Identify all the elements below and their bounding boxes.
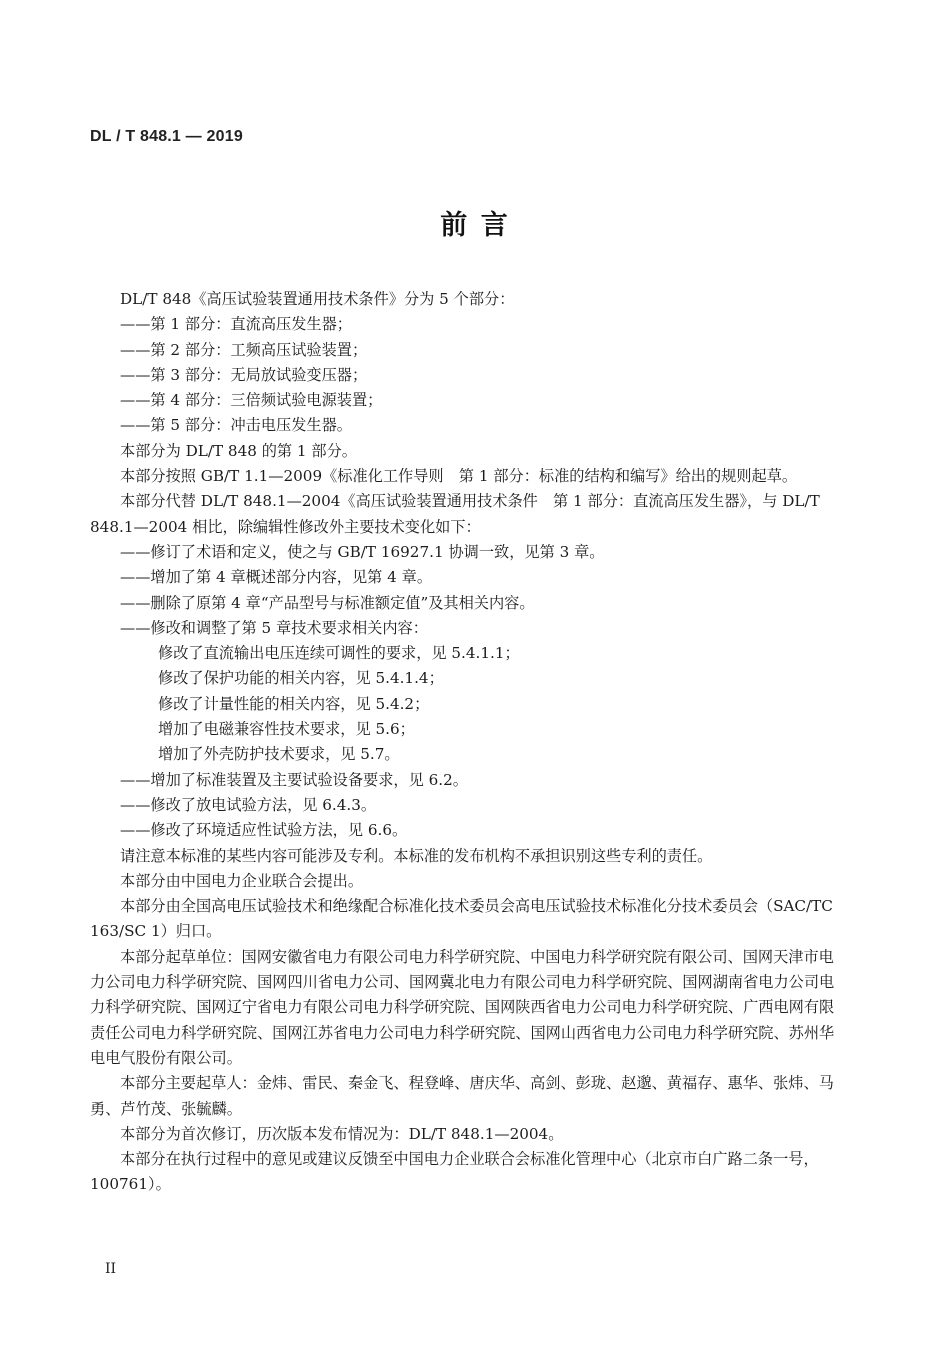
- list-item-part-4: ——第 4 部分：三倍频试验电源装置；: [120, 391, 383, 410]
- list-item-part-3: ——第 3 部分：无局放试验变压器；: [120, 365, 368, 384]
- list-item-change: ——修改了放电试验方法，见 6.4.3。: [120, 795, 377, 814]
- list-item-change: ——修改和调整了第 5 章技术要求相关内容：: [120, 618, 428, 637]
- paragraph-feedback: 本部分在执行过程中的意见或建议反馈至中国电力企业联合会标准化管理中心（北京市白广路二条一号，100761）。: [90, 1150, 819, 1194]
- list-item-change: ——修改了环境适应性试验方法，见 6.6。: [120, 821, 408, 840]
- list-item-part-5: ——第 5 部分：冲击电压发生器。: [120, 416, 352, 435]
- paragraph-drafting-rules: 本部分按照 GB/T 1.1—2009《标准化工作导则 第 1 部分：标准的结构和编写》给出的规则起草。: [120, 467, 798, 486]
- paragraph-this-part: 本部分为 DL/T 848 的第 1 部分。: [120, 441, 357, 460]
- paragraph-replaces: 本部分代替 DL/T 848.1—2004《高压试验装置通用技术条件 第 1 部分：直流高压发生器》，与 DL/T 848.1—2004 相比，除编辑性修改外主要技术变化如下：: [90, 492, 820, 536]
- paragraph-parts-intro: DL/T 848《高压试验装置通用技术条件》分为 5 个部分：: [120, 290, 515, 308]
- paragraph-committee: 本部分由全国高电压试验技术和绝缘配合标准化技术委员会高电压试验技术标准化分技术委员会（SAC/TC 163/SC 1）归口。: [90, 897, 833, 941]
- paragraph-proposer: 本部分由中国电力企业联合会提出。: [120, 871, 363, 890]
- document-code: DL / T 848.1 — 2019: [90, 128, 243, 145]
- page-number: II: [105, 1261, 117, 1277]
- paragraph-drafters: 本部分主要起草人：金炜、雷民、秦金飞、程登峰、唐庆华、高剑、彭珑、赵邈、黄福存、惠华、张炜、马勇、芦竹茂、张毓麟。: [90, 1074, 834, 1118]
- paragraph-drafting-units: 本部分起草单位：国网安徽省电力有限公司电力科学研究院、中国电力科学研究院有限公司、国网天津市电力公司电力科学研究院、国网四川省电力公司、国网冀北电力有限公司电力科学研究院、国网湖南省电力公司电力科学研究院、国网辽宁省电力有限公司电力科学研究院、国网陕西省电力公司电力科学研究院、广西电网有限责任公司电力科学研究院、国网江苏省电力公司电力科学研究院、国网山西省电力公司电力科学研究院、苏州华电电气股份有限公司。: [90, 947, 835, 1067]
- list-subitem-change: 修改了保护功能的相关内容，见 5.4.1.4；: [158, 669, 444, 688]
- list-item-change: ——修订了术语和定义，使之与 GB/T 16927.1 协调一致，见第 3 章。: [120, 542, 605, 561]
- list-item-change: ——删除了原第 4 章“产品型号与标准额定值”及其相关内容。: [120, 593, 535, 612]
- paragraph-revision-history: 本部分为首次修订，历次版本发布情况为：DL/T 848.1—2004。: [120, 1124, 564, 1143]
- list-item-part-2: ——第 2 部分：工频高压试验装置；: [120, 340, 368, 359]
- list-subitem-change: 修改了直流输出电压连续可调性的要求，见 5.4.1.1；: [158, 644, 520, 663]
- paragraph-patent-notice: 请注意本标准的某些内容可能涉及专利。本标准的发布机构不承担识别这些专利的责任。: [120, 846, 713, 865]
- page-title: 前 言: [440, 210, 510, 241]
- list-subitem-change: 修改了计量性能的相关内容，见 5.4.2；: [158, 694, 430, 713]
- list-subitem-change: 增加了电磁兼容性技术要求，见 5.6；: [158, 720, 415, 739]
- list-item-part-1: ——第 1 部分：直流高压发生器；: [120, 315, 352, 334]
- document-body: [90, 287, 845, 1198]
- list-item-change: ——增加了第 4 章概述部分内容，见第 4 章。: [120, 568, 433, 587]
- list-item-change: ——增加了标准装置及主要试验设备要求，见 6.2。: [120, 770, 468, 789]
- list-subitem-change: 增加了外壳防护技术要求，见 5.7。: [158, 745, 400, 764]
